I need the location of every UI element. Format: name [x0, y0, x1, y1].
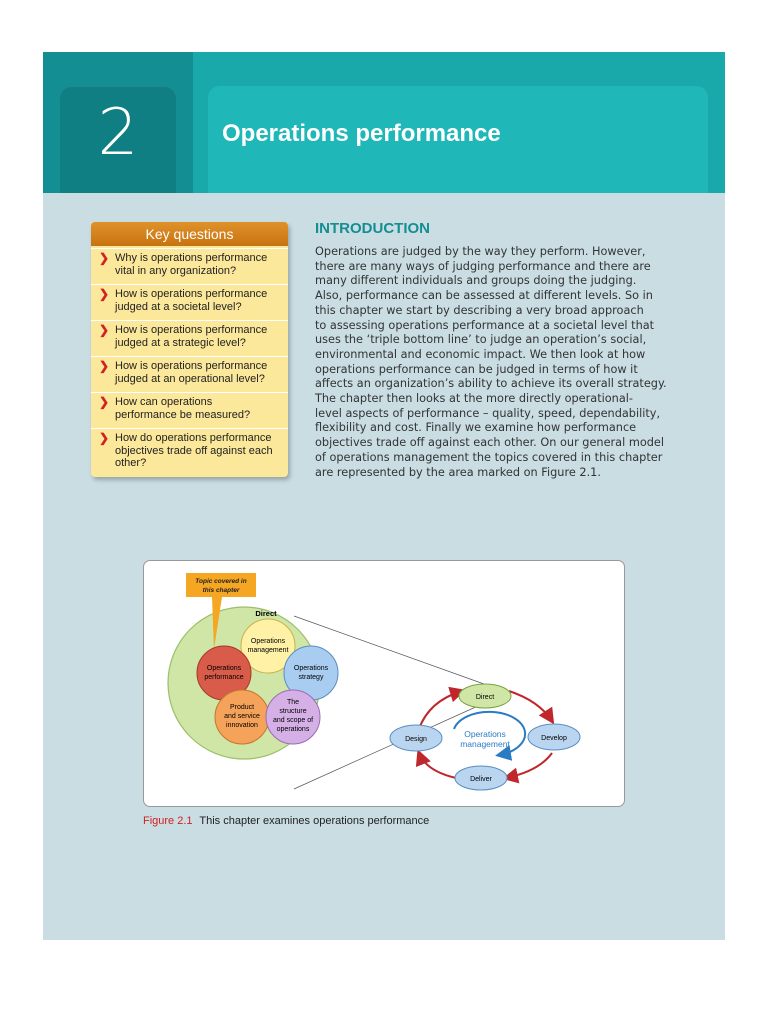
callout-line: Topic covered in	[195, 578, 247, 585]
chevron-right-icon: ❯	[99, 431, 110, 445]
figure-caption	[143, 815, 429, 827]
chevron-right-icon: ❯	[99, 395, 110, 409]
key-question-line: How do operations performance	[115, 432, 272, 444]
structure-label: and scope of	[272, 717, 314, 724]
chevron-right-icon: ❯	[99, 251, 110, 265]
intro-line: of operations management the topics covered in this chapter	[315, 450, 663, 464]
intro-line: Operations are judged by the way they perform. However,	[315, 245, 646, 258]
key-question-item	[91, 320, 288, 355]
chapter-title: Operations performance	[222, 120, 501, 147]
key-question-line: Why is operations performance	[115, 252, 268, 264]
intro-line: uses the ‘triple bottom line’ to judge an operation’s social,	[315, 333, 647, 347]
arrow-deliver-to-design	[419, 753, 456, 778]
key-questions-title: Key questions	[91, 222, 288, 246]
intro-line: affects an organization’s ability to achieve its overall strategy.	[315, 377, 667, 391]
cycle-design-label: Design	[405, 736, 427, 743]
intro-line: are represented by the area marked on Figure 2.1.	[315, 465, 601, 479]
chapter-header	[43, 52, 725, 193]
key-question-line: judged at an operational level?	[115, 372, 265, 385]
key-question-line: judged at a strategic level?	[115, 336, 246, 349]
center-label: management	[460, 739, 510, 749]
intro-line: to assessing operations performance at a societal level that	[315, 318, 655, 332]
intro-line: environmental and economic impact. We then look at how	[315, 347, 646, 361]
performance-label: Operations	[206, 665, 242, 672]
key-question-item	[91, 248, 288, 283]
introduction-heading: INTRODUCTION	[315, 220, 430, 237]
cycle-develop-label: Develop	[541, 735, 567, 742]
key-question-line: How is operations performance	[115, 288, 268, 300]
key-question-line: performance be measured?	[115, 408, 251, 421]
page-background	[43, 52, 725, 940]
key-question-line: How is operations performance	[115, 360, 268, 372]
intro-line: Also, performance can be assessed at different levels. So in	[315, 289, 653, 303]
key-question-item	[91, 284, 288, 319]
operations-model-diagram	[144, 561, 624, 806]
chapter-number-box	[60, 86, 176, 193]
strategy-label: strategy	[298, 674, 324, 681]
intro-line: operations performance can be judged in terms of how it	[315, 362, 638, 376]
intro-line: level aspects of performance – quality, speed, dependability,	[315, 406, 661, 420]
direct-top-label: Direct	[255, 609, 277, 618]
key-question-item	[91, 392, 288, 427]
key-questions-box	[91, 222, 288, 477]
callout-line: this chapter	[202, 587, 240, 594]
key-question-line: vital in any organization?	[115, 264, 237, 277]
structure-label: structure	[279, 708, 307, 715]
intro-line: there are many ways of judging performance and there are	[315, 259, 651, 273]
intro-line: many different individuals and groups doing the judging.	[315, 274, 637, 288]
key-question-line: objectives trade off against each	[115, 444, 273, 457]
chapter-title-box	[208, 86, 708, 193]
om-label: Operations	[250, 638, 286, 645]
key-question-line: judged at a societal level?	[115, 300, 242, 313]
structure-label: The	[286, 699, 300, 706]
key-question-item	[91, 428, 288, 475]
figure-caption-text: This chapter examines operations performance	[199, 815, 430, 827]
arrow-direct-to-develop	[509, 691, 552, 721]
om-label: management	[247, 647, 289, 654]
cycle-deliver-label: Deliver	[470, 776, 492, 783]
structure-label: operations	[276, 726, 310, 733]
chevron-right-icon: ❯	[99, 359, 110, 373]
intro-line: flexibility and cost. Finally we examine how performance	[315, 421, 637, 435]
cycle-direct-label: Direct	[475, 694, 495, 701]
chapter-number-column	[43, 52, 193, 193]
key-question-item	[91, 356, 288, 391]
strategy-label: Operations	[293, 665, 329, 672]
intro-line: this chapter we start by describing a very broad approach	[315, 303, 644, 317]
arrow-design-to-direct	[419, 691, 462, 729]
product-label: and service	[224, 713, 260, 720]
performance-label: performance	[204, 674, 244, 681]
intro-line: objectives trade off against each other. On our general model	[315, 436, 665, 450]
key-question-line: How is operations performance	[115, 324, 268, 336]
chevron-right-icon: ❯	[99, 323, 110, 337]
product-label: innovation	[226, 722, 258, 729]
introduction-paragraph	[315, 245, 667, 480]
product-label: Product	[229, 704, 255, 711]
chapter-number: 2	[97, 96, 139, 170]
arrow-develop-to-deliver	[506, 753, 552, 778]
chevron-right-icon: ❯	[99, 287, 110, 301]
figure-caption-label: Figure 2.1	[143, 815, 193, 827]
intro-line: The chapter then looks at the more directly operational-	[315, 392, 633, 406]
figure-2-1	[143, 560, 625, 807]
key-question-line: How can operations	[115, 396, 213, 408]
center-label: Operations	[464, 729, 506, 739]
key-question-line: other?	[115, 457, 147, 469]
